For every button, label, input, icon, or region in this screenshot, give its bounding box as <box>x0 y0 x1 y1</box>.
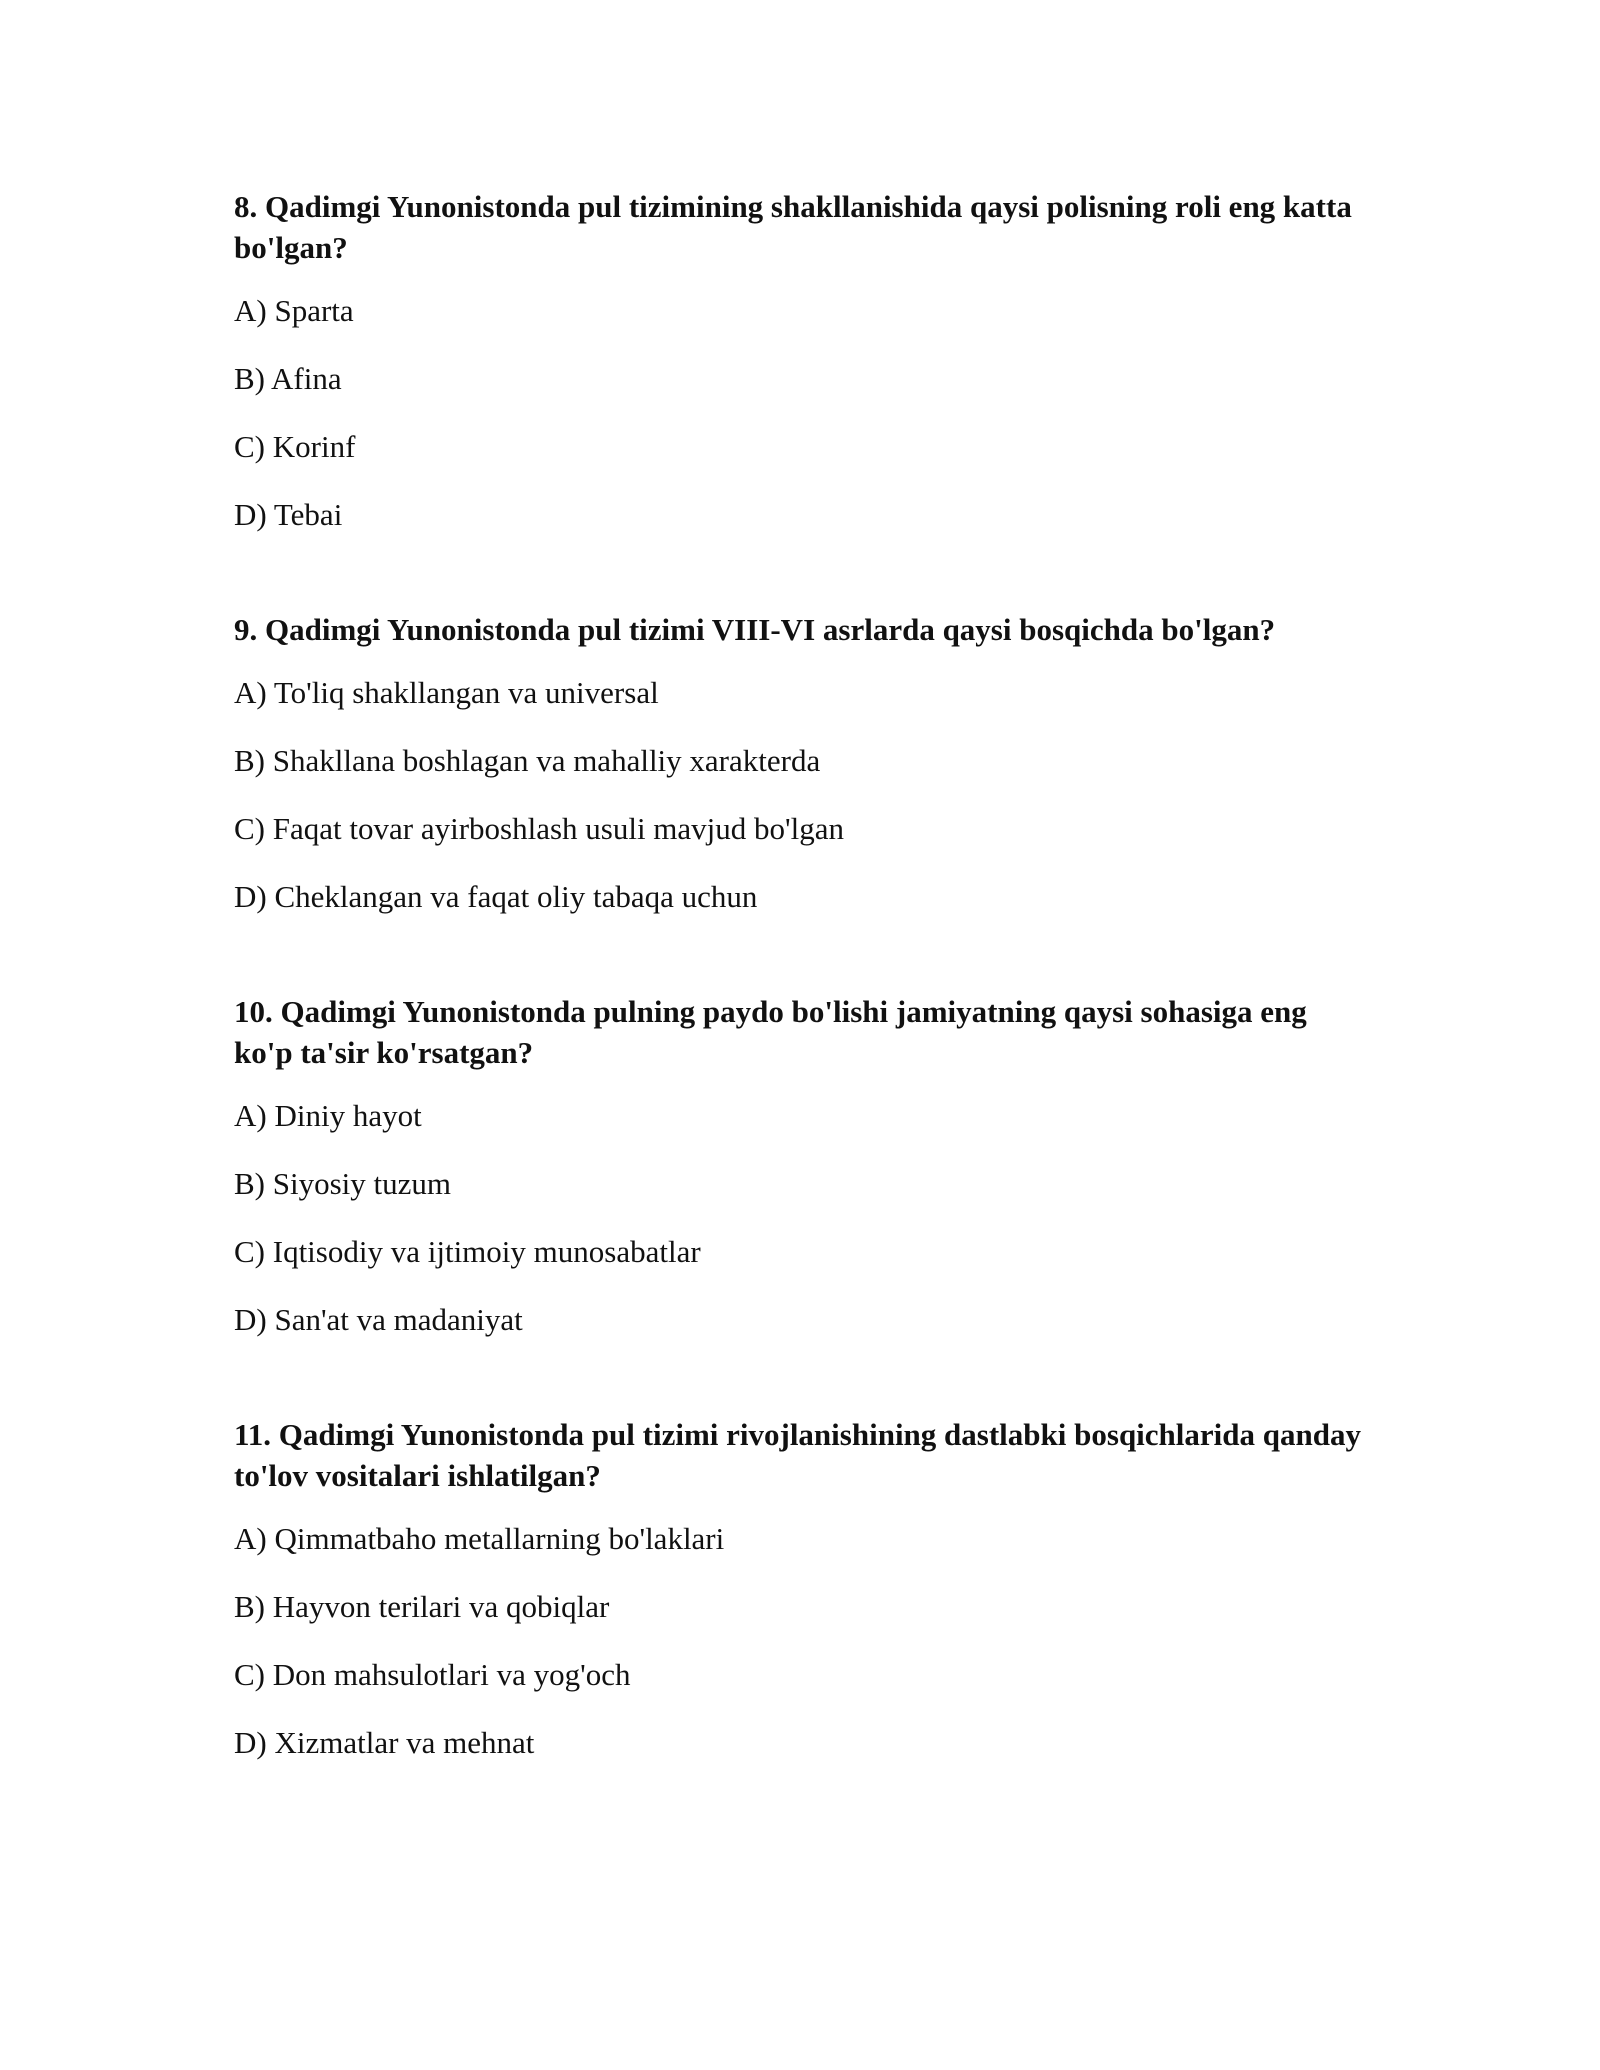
document-page <box>234 186 1364 1837</box>
option-a: A) Diniy hayot <box>234 1098 422 1133</box>
option-d: D) Xizmatlar va mehnat <box>234 1725 535 1760</box>
option-b: B) Shakllana boshlagan va mahalliy xarakterda <box>234 743 821 778</box>
question-10 <box>234 991 1364 1340</box>
question-8 <box>234 186 1364 535</box>
option-b: B) Hayvon terilari va qobiqlar <box>234 1589 610 1624</box>
option-d: D) Tebai <box>234 497 343 532</box>
question-11 <box>234 1414 1364 1763</box>
option-c: C) Korinf <box>234 429 356 464</box>
option-c: C) Faqat tovar ayirboshlash usuli mavjud bo'lgan <box>234 811 844 846</box>
option-d: D) Cheklangan va faqat oliy tabaqa uchun <box>234 879 758 914</box>
option-a: A) Qimmatbaho metallarning bo'laklari <box>234 1521 725 1556</box>
question-9 <box>234 609 1364 917</box>
option-a: A) Sparta <box>234 293 354 328</box>
option-b: B) Siyosiy tuzum <box>234 1166 452 1201</box>
option-c: C) Iqtisodiy va ijtimoiy munosabatlar <box>234 1234 701 1269</box>
option-a: A) To'liq shakllangan va universal <box>234 675 659 710</box>
question-title: 11. Qadimgi Yunonistonda pul tizimi rivojlanishining dastlabki bosqichlarida qanday to'lov vositalari ishlatilgan? <box>234 1417 1361 1493</box>
option-d: D) San'at va madaniyat <box>234 1302 523 1337</box>
question-title: 8. Qadimgi Yunonistonda pul tizimining shakllanishida qaysi polisning roli eng katta bo'lgan? <box>234 189 1352 265</box>
option-c: C) Don mahsulotlari va yog'och <box>234 1657 631 1692</box>
question-title: 10. Qadimgi Yunonistonda pulning paydo bo'lishi jamiyatning qaysi sohasiga eng ko'p ta'sir ko'rsatgan? <box>234 994 1307 1070</box>
question-title: 9. Qadimgi Yunonistonda pul tizimi VIII-VI asrlarda qaysi bosqichda bo'lgan? <box>234 612 1276 647</box>
option-b: B) Afina <box>234 361 342 396</box>
